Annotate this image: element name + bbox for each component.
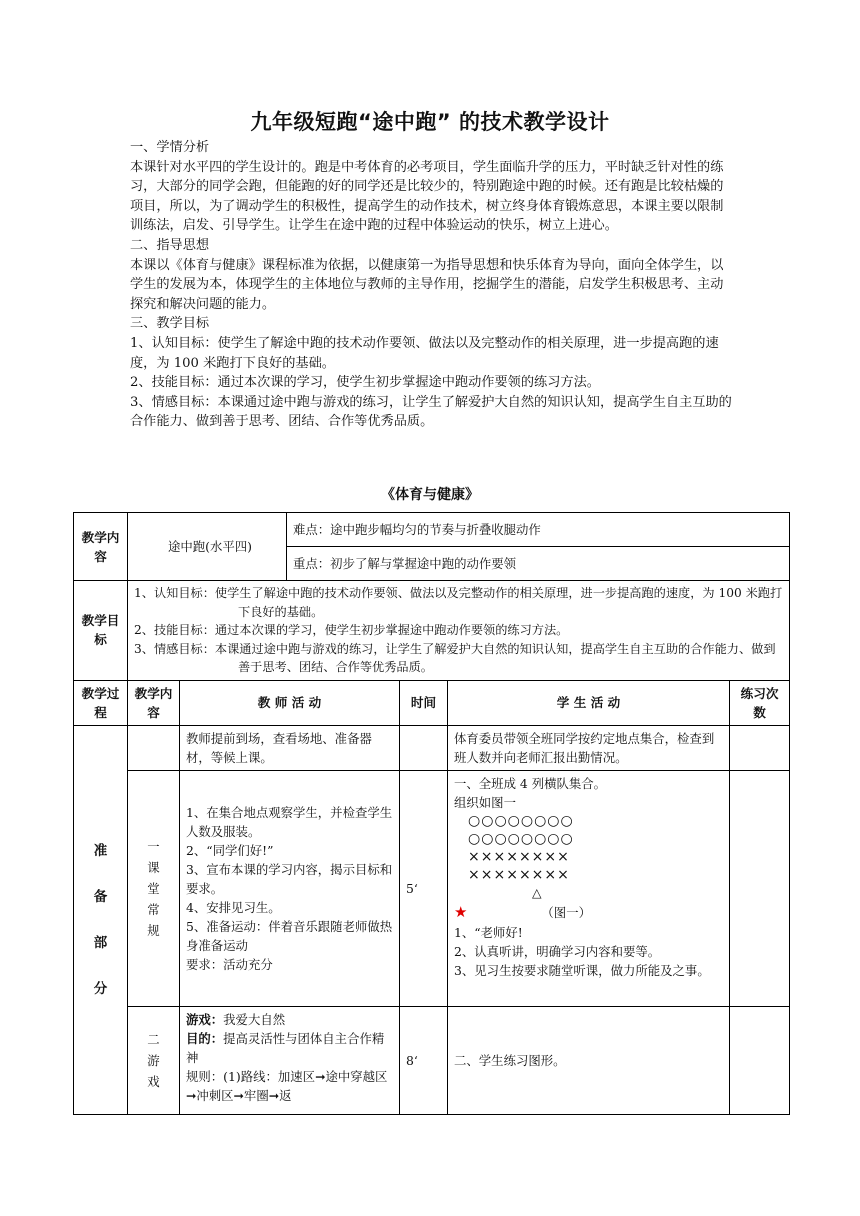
figure-label: （图一） xyxy=(541,904,591,920)
row1-content: 一课堂常规 xyxy=(128,770,180,1006)
row2-content: 二游戏 xyxy=(128,1006,180,1114)
header-teacher-activity: 教 师 活 动 xyxy=(180,680,400,725)
intro-section xyxy=(130,138,736,432)
student-heading: 一、全班成 4 列横队集合。 xyxy=(454,775,607,791)
section-heading-guidance: 二、指导思想 xyxy=(130,237,210,253)
teacher-item: 4、安排见习生。 xyxy=(186,899,281,915)
game-label: 游戏： xyxy=(186,1011,224,1027)
section-body-guidance: 本课以《体育与健康》课程标准为依据，以健康第一为指导思想和快乐体育为导向，面向全体学生，以学生的发展为本，体现学生的主体地位与教师的主导作用，挖掘学生的潜能，启发学生积极思考、主动探究和解决问题的能力。 xyxy=(130,257,724,312)
student-item: 1、“老师好! xyxy=(454,924,523,940)
row1-teacher xyxy=(180,770,400,1006)
difficulty-cell: 难点：途中跑步幅均匀的节奏与折叠收腿动作 xyxy=(287,513,790,547)
section-heading-goals: 三、教学目标 xyxy=(130,316,210,332)
teacher-item: 1、在集合地点观察学生，并检查学生人数及服装。 xyxy=(186,804,393,839)
lesson-plan-table xyxy=(73,512,790,1115)
teacher-item: 2、“同学们好!” xyxy=(186,842,274,858)
header-content: 教学内容 xyxy=(128,680,180,725)
content-label: 教学内容 xyxy=(74,513,128,581)
table-subtitle: 《体育与健康》 xyxy=(381,487,479,503)
table-goal-emotional: 3、情感目标：本课通过途中跑与游戏的练习，让学生了解爱护大自然的知识认知，提高学生自主互助的合作能力、做到善于思考、团结、合作等优秀品质。 xyxy=(134,641,776,674)
document-title: 九年级短跑“途中跑” 的技术教学设计 xyxy=(250,110,610,134)
content-value: 途中跑(水平四) xyxy=(128,513,287,581)
phase-preparation: 准备部分 xyxy=(74,725,128,1114)
goal-skill: 2、技能目标：通过本次课的学习，使学生初步掌握途中跑动作要领的练习方法。 xyxy=(130,375,600,391)
teacher-item: 3、宣布本课的学习内容，揭示目标和要求。 xyxy=(186,861,393,896)
formation-row-crosses: ×××××××× xyxy=(468,848,570,865)
teacher-item: 5、准备运动：伴着音乐跟随老师做热身准备运动 xyxy=(186,918,393,953)
goals-cell xyxy=(128,581,790,681)
row2-teacher xyxy=(180,1006,400,1114)
game-rule: 规则：(1)路线：加速区➞途中穿越区➞冲刺区➞牢圈➞返 xyxy=(186,1068,388,1103)
row1-practice xyxy=(730,770,790,1006)
student-item: 2、认真听讲，明确学习内容和要等。 xyxy=(454,943,661,959)
row2-practice xyxy=(730,1006,790,1114)
row0-time xyxy=(400,725,448,770)
teacher-item: 要求：活动充分 xyxy=(186,956,273,972)
table-goal-cognitive: 1、认知目标：使学生了解途中跑的技术动作要领、做法以及完整动作的相关原理，进一步提高跑的速度，为 100 米跑打下良好的基础。 xyxy=(134,586,783,619)
student-item: 3、见习生按要求随堂听课，做力所能及之事。 xyxy=(454,962,710,978)
row0-teacher: 教师提前到场，查看场地、准备器材，等候上课。 xyxy=(180,725,400,770)
aim-value: 提高灵活性与团体自主合作精神 xyxy=(186,1030,385,1065)
section-body-analysis: 本课针对水平四的学生设计的。跑是中考体育的必考项目，学生面临升学的压力，平时缺乏针对性的练习，大部分的同学会跑，但能跑的好的同学还是比较少的，特别跑途中跑的时候。还有跑是比较枯燥的项目，所以，为了调动学生的积极性，提高学生的动作技术，树立终身体育锻炼意思，本课主要以限制训练法，启发、引导学生。让学生在途中跑的过程中体验运动的快乐，树立上进心。 xyxy=(130,159,724,234)
row1-student xyxy=(448,770,730,1006)
game-value: 我爱大自然 xyxy=(223,1011,286,1027)
goal-emotional: 3、情感目标：本课通过途中跑与游戏的练习，让学生了解爱护大自然的知识认知，提高学生自主互助的合作能力、做到善于思考、团结、合作等优秀品质。 xyxy=(130,394,732,430)
formation-row-circles: ○○○○○○○○ xyxy=(468,812,574,829)
row2-student: 二、学生练习图形。 xyxy=(448,1006,730,1114)
header-time: 时间 xyxy=(400,680,448,725)
goals-label: 教学目标 xyxy=(74,581,128,681)
goal-cognitive: 1、认知目标：使学生了解途中跑的技术动作要领、做法以及完整动作的相关原理，进一步提高跑的速度，为 100 米跑打下良好的基础。 xyxy=(130,335,719,371)
section-heading-analysis: 一、学情分析 xyxy=(130,140,210,155)
table-goal-skill: 2、技能目标：通过本次课的学习，使学生初步掌握途中跑动作要领的练习方法。 xyxy=(134,623,569,637)
row2-time: 8‘ xyxy=(400,1006,448,1114)
row1-time: 5‘ xyxy=(400,770,448,1006)
student-organization: 组织如图一 xyxy=(454,794,516,810)
star-icon: ★ xyxy=(454,902,468,921)
header-process: 教学过程 xyxy=(74,680,128,725)
row0-content xyxy=(128,725,180,770)
header-practice-count: 练习次数 xyxy=(730,680,790,725)
teacher-position-triangle: △ xyxy=(532,884,542,900)
row0-student: 体育委员带领全班同学按约定地点集合，检查到班人数并向老师汇报出勤情况。 xyxy=(448,725,730,770)
formation-row-crosses: ×××××××× xyxy=(468,866,570,883)
row0-practice xyxy=(730,725,790,770)
aim-label: 目的： xyxy=(186,1030,224,1046)
header-student-activity: 学 生 活 动 xyxy=(448,680,730,725)
formation-row-circles: ○○○○○○○○ xyxy=(468,830,574,847)
key-point-cell: 重点：初步了解与掌握途中跑的动作要领 xyxy=(287,547,790,581)
